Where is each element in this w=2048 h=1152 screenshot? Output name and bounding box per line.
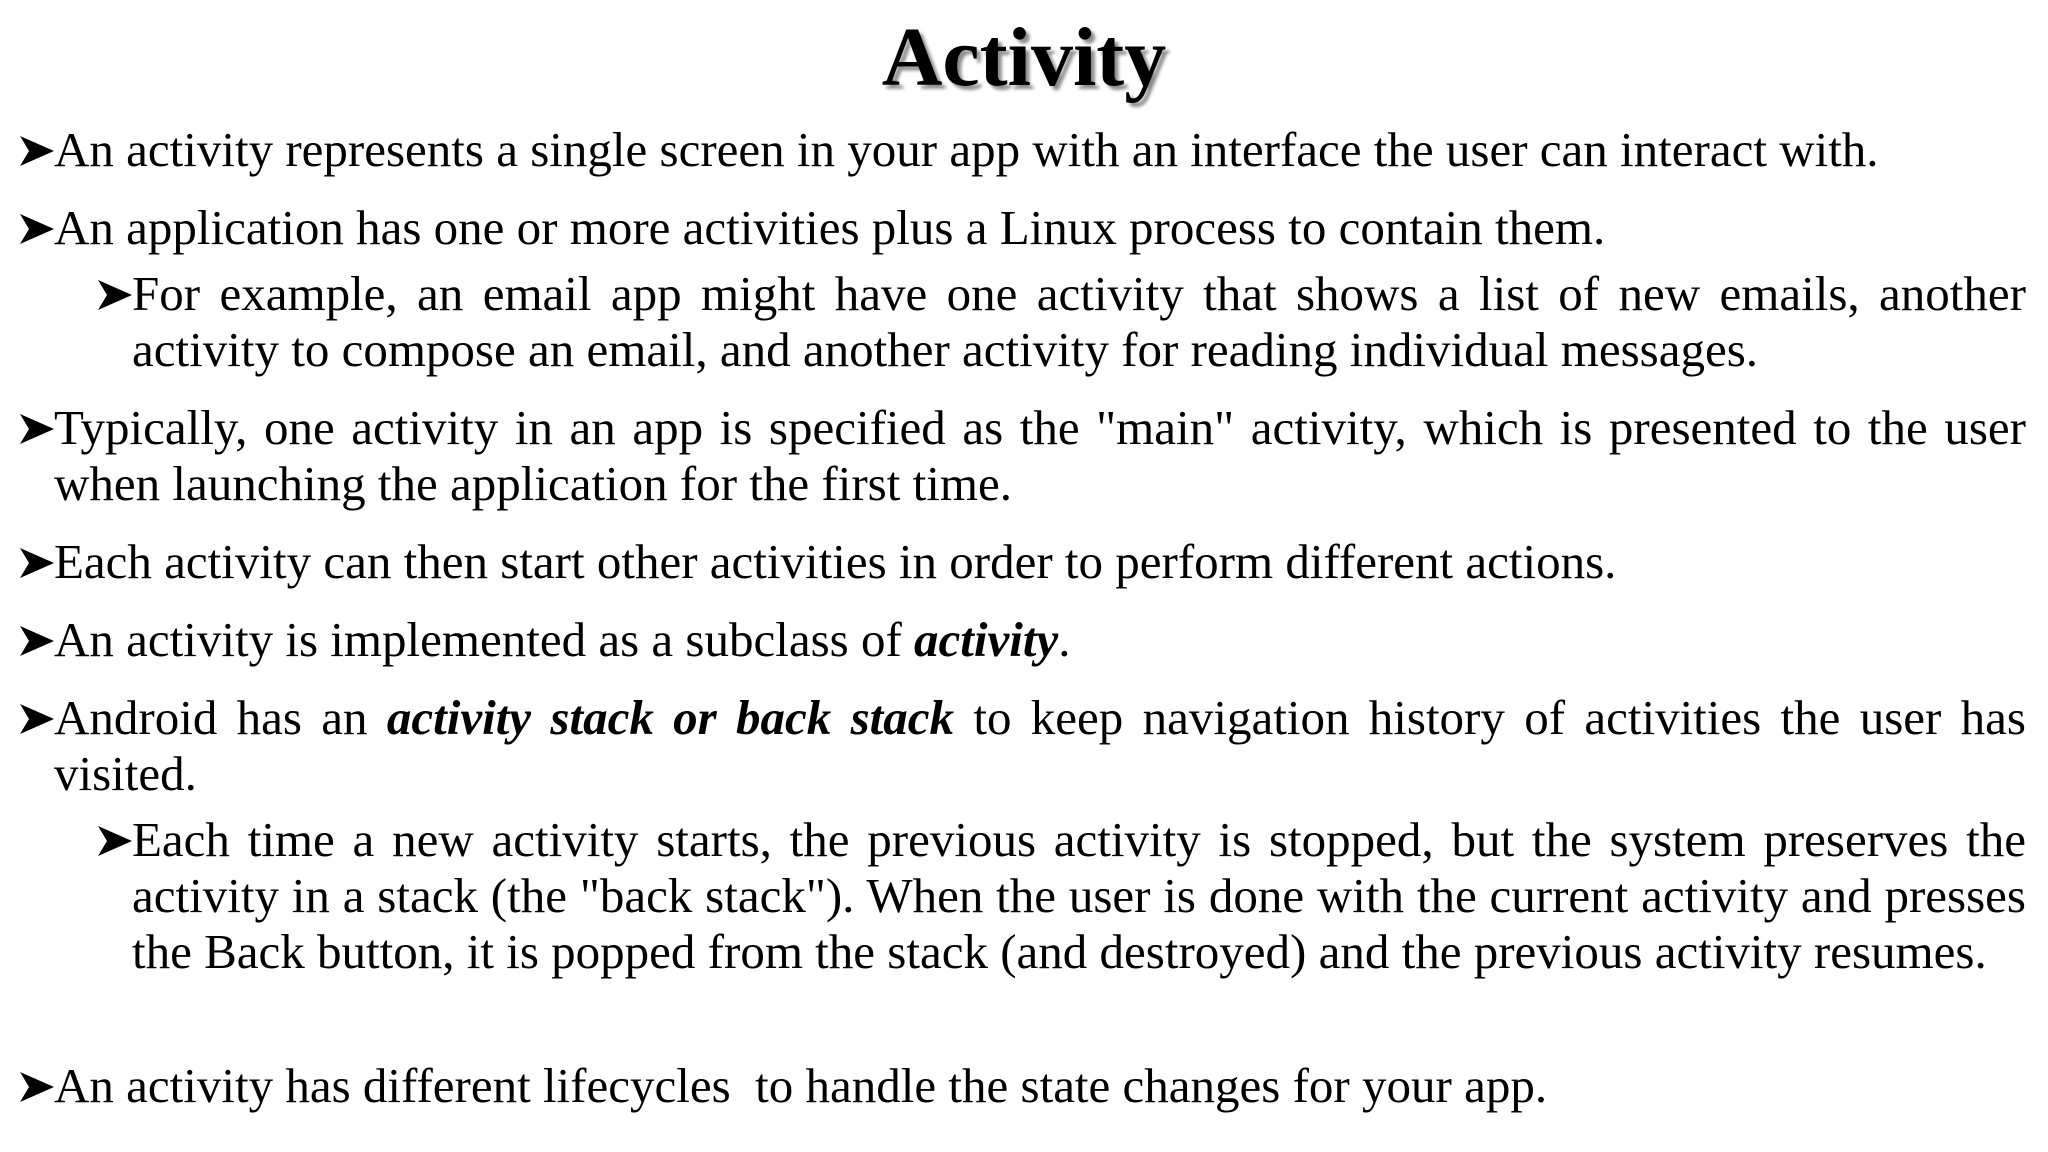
bullet-text: Each time a new activity starts, the previous activity is stopped, but the system preserves the activity in a stack (the "back stack"). When the user is done with the current activity and presses the Back button, it is popped from the stack (and destroyed) and the previous activity resumes. — [132, 812, 2026, 979]
bullet-text-emphasis: activity — [914, 612, 1059, 667]
bullet-text: For example, an email app might have one activity that shows a list of new emails, another activity to compose an email, and another activity for reading individual messages. — [132, 266, 2026, 377]
bullet-text: Each activity can then start other activities in order to perform different actions. — [54, 534, 1617, 589]
sub-bullet-back-stack-detail — [96, 812, 2026, 980]
bullet-text: An activity represents a single screen in your app with an interface the user can interact with. — [54, 122, 1879, 177]
bullet-text-emphasis: activity stack or back stack — [386, 690, 955, 745]
bullet-text-post: to keep navigation history of activities the user has visited. — [54, 690, 2027, 801]
bullet-text: An application has one or more activities plus a Linux process to contain them. — [54, 200, 1606, 255]
bullet-back-stack — [18, 690, 2026, 802]
bullet-text: Typically, one activity in an app is specified as the "main" activity, which is presented to the user when launching the application for the first time. — [54, 400, 2026, 511]
bullet-start-activities — [18, 534, 2026, 590]
bullet-application-process — [18, 200, 2026, 256]
arrowhead-bullet-icon — [18, 690, 56, 746]
arrowhead-bullet-icon — [18, 400, 56, 456]
slide-title: Activity — [881, 11, 1167, 104]
bullet-lifecycles — [18, 1058, 2026, 1114]
arrowhead-bullet-icon — [96, 266, 134, 322]
arrowhead-bullet-icon — [18, 122, 56, 178]
bullet-subclass — [18, 612, 2026, 668]
arrowhead-bullet-icon — [96, 812, 134, 868]
arrowhead-bullet-icon — [18, 1058, 56, 1114]
bullet-text-pre: Android has an — [54, 690, 387, 745]
arrowhead-bullet-icon — [18, 534, 56, 590]
bullet-text-pre: An activity is implemented as a subclass of — [54, 612, 915, 667]
sub-bullet-email-example — [96, 266, 2026, 378]
bullet-text-post: . — [1058, 612, 1071, 667]
bullet-single-screen — [18, 122, 2026, 178]
bullet-text: An activity has different lifecycles to handle the state changes for your app. — [54, 1058, 1548, 1113]
bullet-main-activity — [18, 400, 2026, 512]
arrowhead-bullet-icon — [18, 200, 56, 256]
arrowhead-bullet-icon — [18, 612, 56, 668]
